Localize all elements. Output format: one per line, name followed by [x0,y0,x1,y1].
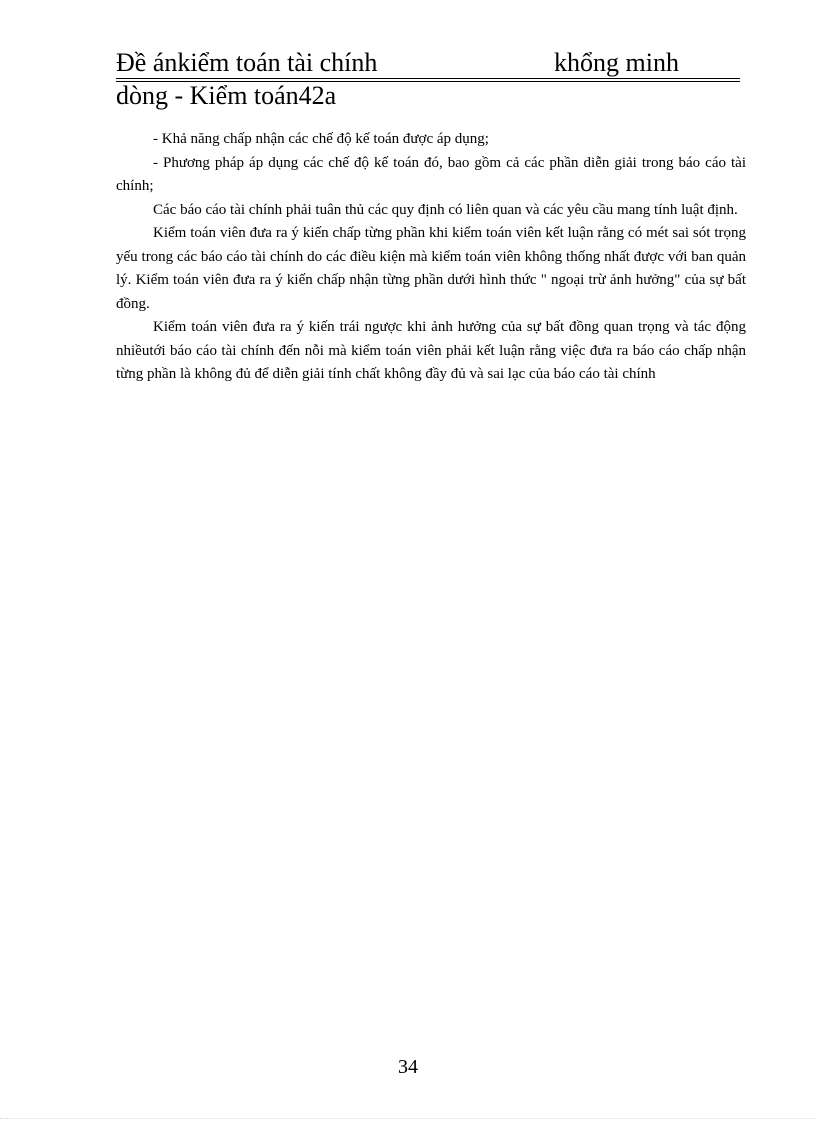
footer-divider [0,1118,816,1119]
header-first-line [116,48,740,79]
document-body [116,128,746,387]
paragraph: - Phương pháp áp dụng các chế độ kế toán đó, bao gồm cả các phần diễn giải trong báo cáo tài chính; [116,154,746,194]
page-header [116,48,740,111]
author-name: khổng minh [554,48,679,77]
paragraph: Kiểm toán viên đưa ra ý kiến chấp từng phần khi kiểm toán viên kết luận rằng có mét sai sót trọng yếu trong các báo cáo tài chính do các điều kiện mà kiểm toán viên không thống nhất được với ban quản lý. Kiểm toán viên đưa ra ý kiến chấp nhận từng phần dưới hình thức " ngoại trừ ảnh hưởng" của sự bất đồng. [116,225,746,312]
header-subtitle: dòng - Kiểm toán42a [116,81,337,110]
paragraph: - Khả năng chấp nhận các chế độ kế toán được áp dụng; [153,131,489,147]
paragraph: Các báo cáo tài chính phải tuân thủ các quy định có liên quan và các yêu cầu mang tính luật định. [153,201,738,218]
document-title: Đề ánkiểm toán tài chính [116,48,378,77]
paragraph: Kiểm toán viên đưa ra ý kiến trái ngược khi ảnh hưởng của sự bất đồng quan trọng và tác động nhiềutới báo cáo tài chính đến nỗi mà kiểm toán viên phải kết luận rằng việc đưa ra báo cáo chấp nhận từng phần là không đủ để diễn giải tính chất không đầy đủ và sai lạc của báo cáo tài chính [116,319,746,382]
page-number: 34 [398,1056,418,1078]
